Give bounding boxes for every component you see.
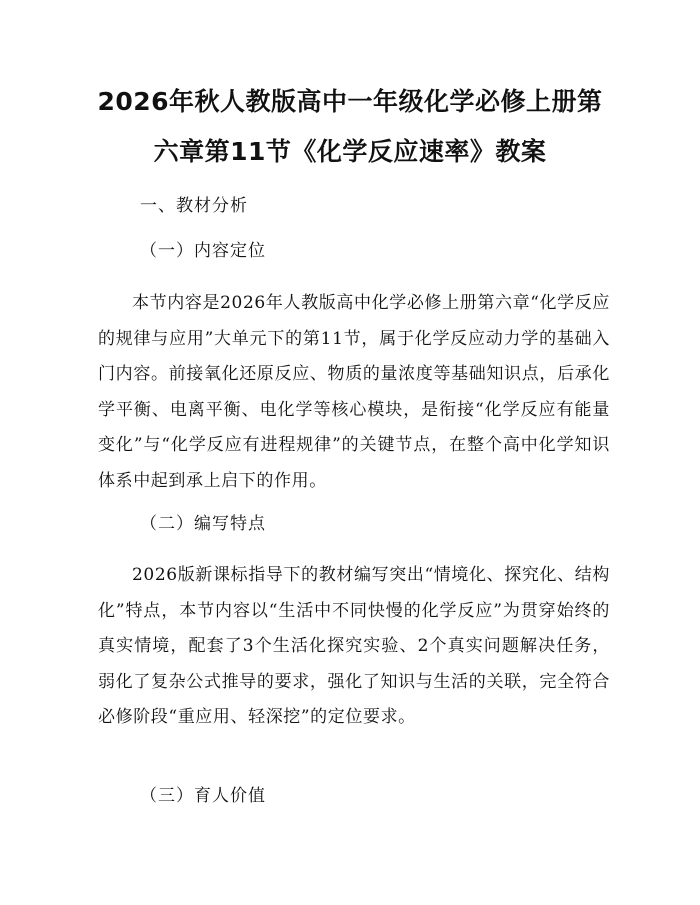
document-title-line-2: 六章第11节《化学反应速率》教案 — [153, 137, 547, 166]
subsection-heading-educational-value: （三）育人价值 — [140, 786, 266, 806]
paragraph-writing-features: 2026版新课标指导下的教材编写突出“情境化、探究化、结构化”特点，本节内容以“生活中不同快慢的化学反应”为贯穿始终的真实情境，配套了3个生活化探究实验、2个真实问题解决任务，弱化了复杂公式推导的要求，强化了知识与生活的关联，完全符合必修阶段“重应用、轻深挖”的定位要求。 — [98, 565, 610, 727]
subsection-heading-content-positioning: （一）内容定位 — [140, 241, 266, 261]
section-heading-materials-analysis: 一、教材分析 — [140, 196, 248, 216]
subsection-heading-writing-features: （二）编写特点 — [140, 514, 266, 534]
document-title-line-1: 2026年秋人教版高中一年级化学必修上册第 — [97, 87, 603, 116]
paragraph-content-positioning: 本节内容是2026年人教版高中化学必修上册第六章“化学反应的规律与应用”大单元下的第11节，属于化学反应动力学的基础入门内容。前接氧化还原反应、物质的量浓度等基础知识点，后承化学平衡、电离平衡、电化学等核心模块，是衔接“化学反应有能量变化”与“化学反应有进程规律”的关键节点，在整个高中化学知识体系中起到承上启下的作用。 — [98, 293, 610, 491]
